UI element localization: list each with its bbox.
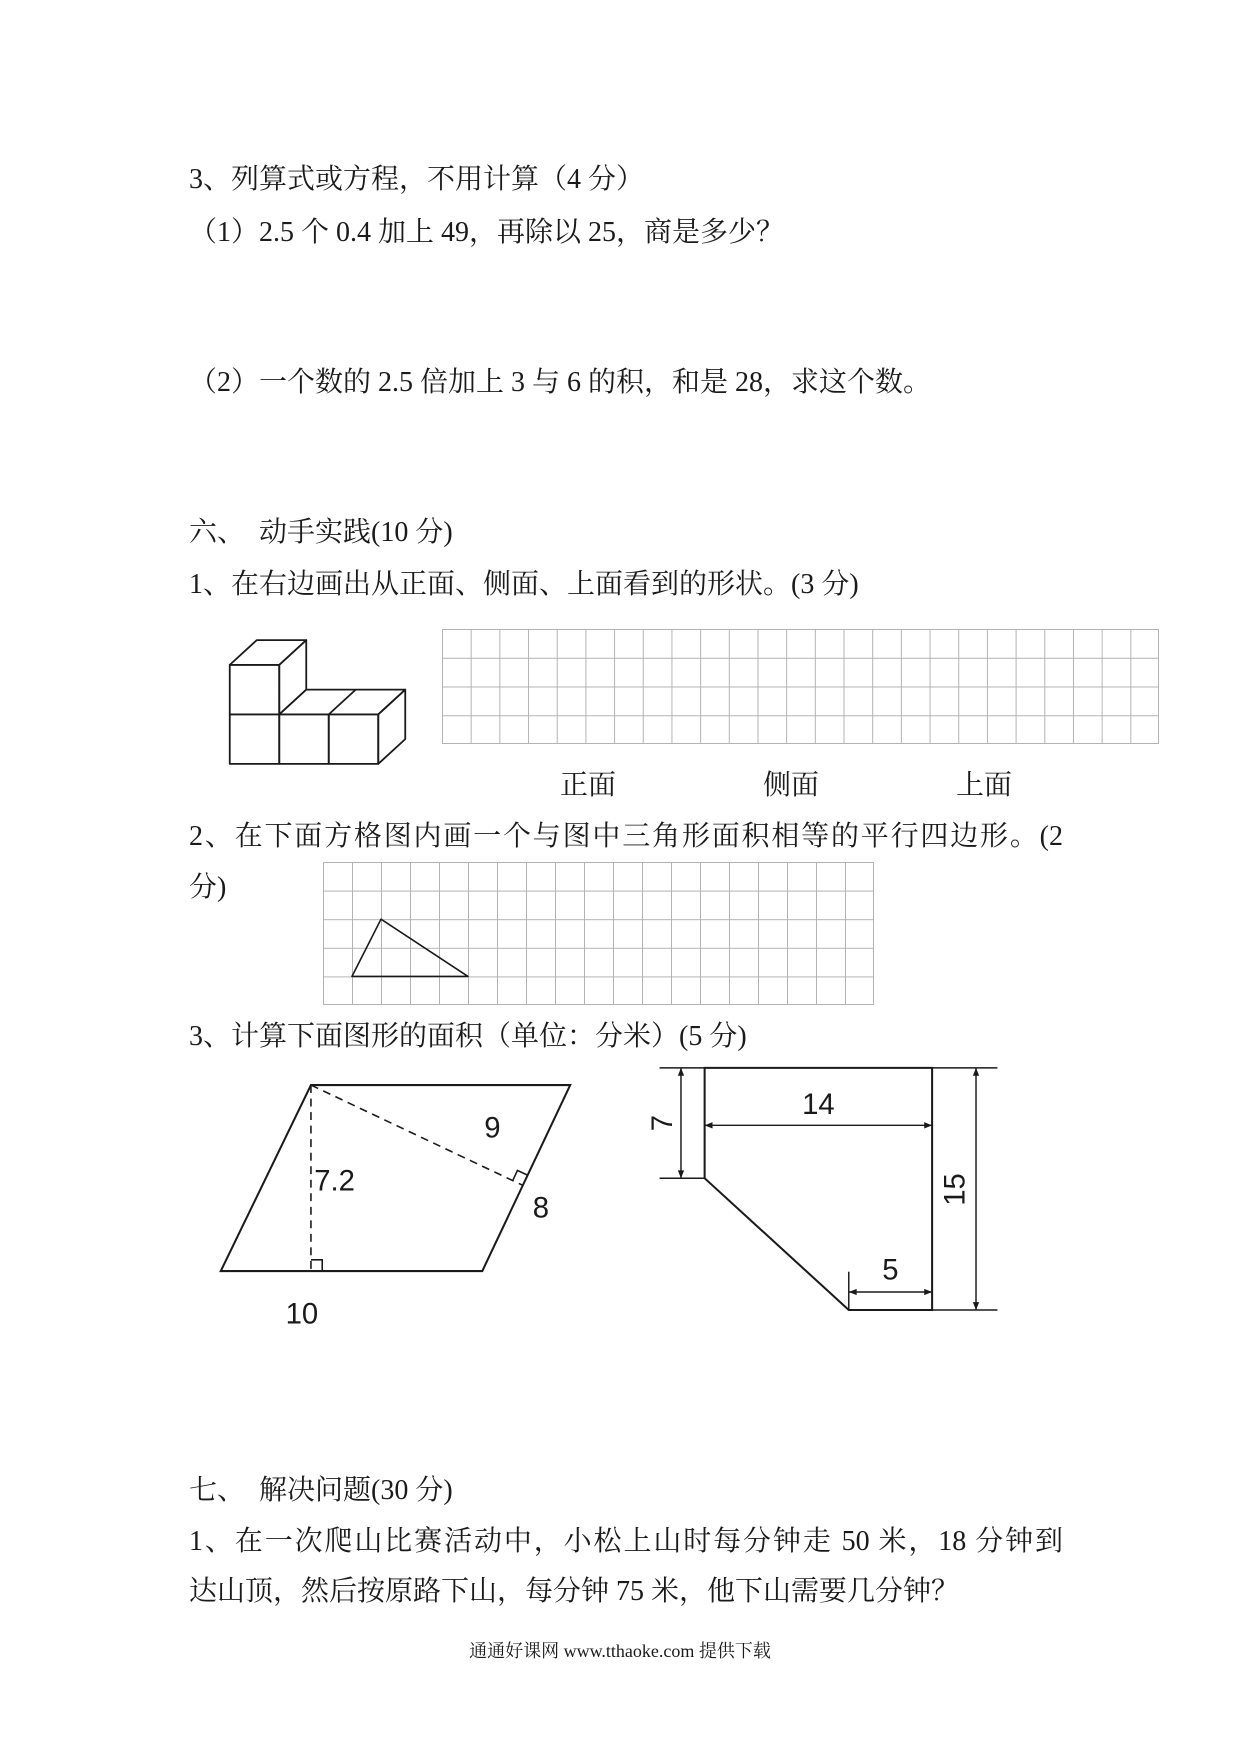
view-drawing-grid xyxy=(442,629,1159,744)
label-side-height: 9 xyxy=(484,1111,501,1145)
cube-front-face xyxy=(230,714,280,764)
cube-edge xyxy=(329,690,356,715)
label-left-dimension: 7 xyxy=(646,1114,679,1132)
view-label-side: 侧面 xyxy=(763,770,820,801)
right-angle-mark xyxy=(311,1260,322,1271)
task-1-text: 1、在右边画出从正面、侧面、上面看到的形状。(3 分) xyxy=(189,569,859,600)
view-label-top: 上面 xyxy=(956,770,1013,801)
label-bottom-dimension: 5 xyxy=(882,1254,899,1287)
question-2: （2）一个数的 2.5 倍加上 3 与 6 的积，和是 28，求这个数。 xyxy=(189,367,932,398)
label-height: 7.2 xyxy=(314,1164,355,1198)
triangle-grid xyxy=(323,862,874,1005)
section-heading: 七、 解决问题(30 分) xyxy=(189,1475,453,1506)
question-1: （1）2.5 个 0.4 加上 49，再除以 25，商是多少？ xyxy=(189,217,785,248)
page-footer: 通通好课网 www.tthaoke.com 提供下载 xyxy=(469,1641,771,1661)
cube-top-face xyxy=(230,640,307,665)
cube-front-face xyxy=(230,665,280,715)
question-heading: 3、列算式或方程，不用计算（4 分） xyxy=(189,164,645,195)
label-right-dimension: 15 xyxy=(939,1173,972,1206)
problem-1-text-continued: 达山顶，然后按原路下山，每分钟 75 米，他下山需要几分钟？ xyxy=(189,1576,960,1607)
parallelogram xyxy=(221,1085,570,1271)
cube-stack-figure xyxy=(223,633,412,771)
view-label-front: 正面 xyxy=(560,770,617,801)
label-top-dimension: 14 xyxy=(802,1089,835,1122)
label-base: 10 xyxy=(285,1297,319,1331)
cube-front-face xyxy=(329,714,379,764)
task-2-text-continued: 分) xyxy=(189,872,227,903)
problem-1-text: 1、在一次爬山比赛活动中，小松上山时每分钟走 50 米，18 分钟到 xyxy=(189,1526,1063,1557)
section-heading: 六、 动手实践(10 分) xyxy=(189,517,453,548)
task-3-text: 3、计算下面图形的面积（单位：分米）(5 分) xyxy=(189,1021,747,1052)
cube-side-face xyxy=(378,690,405,764)
cube-front-face xyxy=(279,714,329,764)
label-side: 8 xyxy=(532,1191,550,1225)
pentagon-figure xyxy=(648,1060,1009,1319)
task-2-text: 2、在下面方格图内画一个与图中三角形面积相等的平行四边形。(2 xyxy=(189,821,1063,852)
cube-side-face xyxy=(279,640,306,714)
parallelogram-figure xyxy=(214,1077,586,1331)
